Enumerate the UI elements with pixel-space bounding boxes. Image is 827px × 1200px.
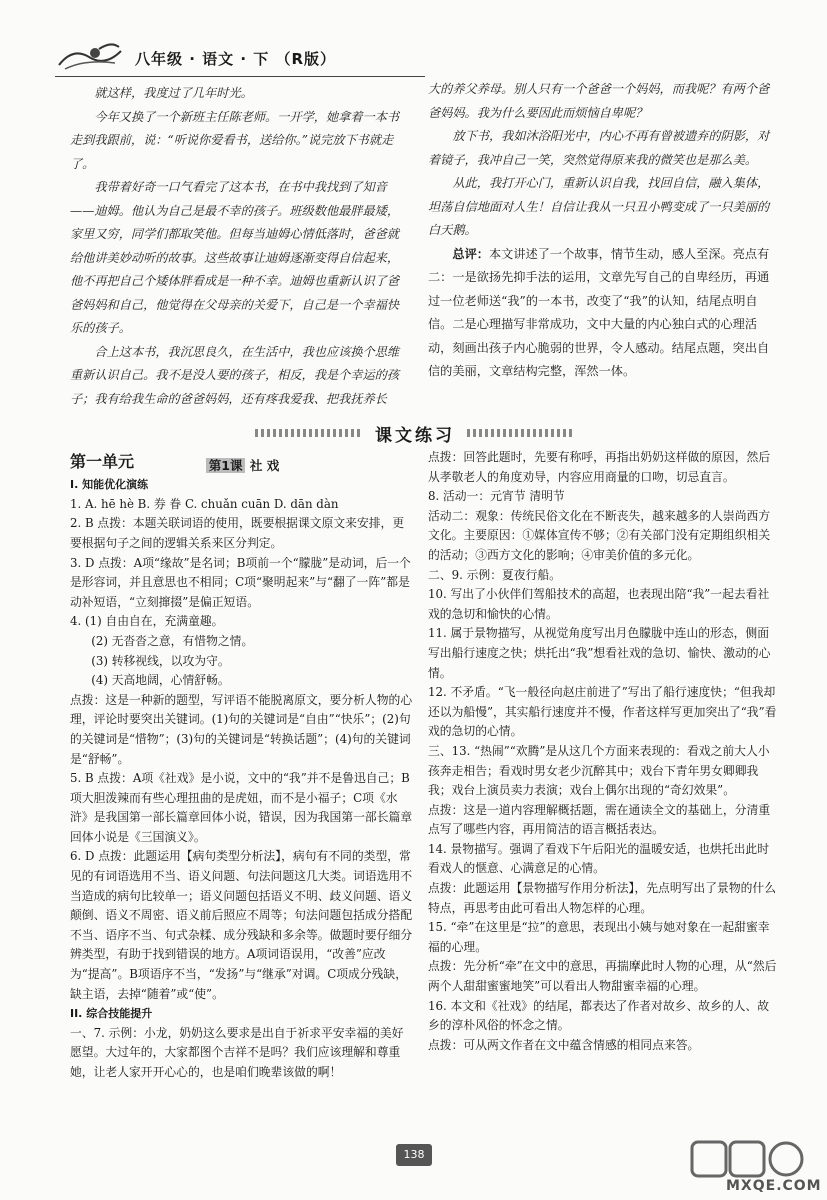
essay-paragraph: 今年又换了一个新班主任陈老师。一开学，她拿着一本书走到我跟前，说：“听说你爱看书，送给你。”说完放下书就走了。	[70, 109, 400, 171]
summary-text: 本文讲述了一个故事，情节生动，感人至深。亮点有二：一是欲扬先抑手法的运用，文章先写自己的自卑经历，再通过一位老师送“我”的一本书，改变了“我”的认知，结尾点明自信。二是心理描写非常成功，文中大量的内心独白式的心理活动，刻画出孩子内心脆弱的世界，令人感动。结尾点题，突出自信的美丽，文章结构完整，浑然一体。	[428, 246, 770, 378]
section-heading: II. 综合技能提升	[70, 1007, 153, 1021]
answer-line: 3. D 点拨：A项“缘故”是名词；B项前一个“朦胧”是动词，后一个是形容词，并且意思也不相同；C项“聚明起来”与“翻了一阵”都是动补短语，“立刻撺掇”是偏正短语。	[70, 555, 411, 609]
banner-dash-right	[467, 429, 575, 437]
answer-line: 6. D 点拨：此题运用【病句类型分析法】，病句有不同的类型，常见的有词语选用不当、语义问题、句法问题这几大类。词语选用不当造成的病句比较单一；语义问题包括语义不明、歧义问题、语义颠倒、语义不周密、语义前后照应不周等；句法问题包括成分搭配不当、语序不当、句式杂糅、成分残缺和多余等。做题时要仔细分辨类型，有助于找到错误的地方。A项词语误用，“改善”应改为“提高”。B项语序不当，“发扬”与“继承”对调。C项成分残缺，缺主语，去掉“随着”或“使”。	[70, 849, 413, 1001]
essay-paragraph: 大的养父养母。别人只有一个爸爸一个妈妈，而我呢？有两个爸爸妈妈。我为什么要因此而烦恼自卑呢？	[428, 82, 770, 120]
header-title: 八年级 · 语文 · 下 （R版）	[135, 49, 337, 68]
right-answer-list	[428, 448, 778, 1055]
section-banner	[255, 420, 575, 446]
answer-line: 二、9. 示例：夏夜行船。	[428, 567, 561, 582]
unit-title: 第一单元	[70, 452, 135, 471]
essay-paragraph: 合上这本书，我沉思良久，在生活中，我也应该换个思维重新认识自己。我不是没人要的孩子，相反，我是个幸运的孩子；我有给我生命的爸爸妈妈，还有疼我爱我、把我抚养长	[70, 344, 400, 406]
essay-paragraph: 就这样，我度过了几年时光。	[94, 86, 253, 100]
answers-left-column	[70, 452, 415, 1083]
lesson-name: 社 戏	[249, 457, 280, 473]
essay-paragraph: 我带着好奇一口气看完了这本书，在书中我找到了知音——迪姆。他认为自己是最不幸的孩子。班级数他最胖最矮，家里又穷，同学们都取笑他。但每当迪姆心情低落时，爸爸就给他讲美妙动听的故事。这些故事让迪姆逐渐变得自信起来，他不再把自己个矮体胖看成是一种不幸。迪姆也重新认识了爸爸妈妈和自己，他觉得在父母亲的关爱下，自己是一个幸福快乐的孩子。	[70, 180, 400, 335]
header-divider	[55, 76, 425, 77]
answer-line: 点拨：这是一道内容理解概括题，需在通读全文的基础上，分清重点写了哪些内容，再用简洁的语言概括表达。	[428, 802, 771, 837]
answer-line: 点拨：回答此题时，先要有称呼，再指出奶奶这样做的原因，然后从孝敬老人的角度劝导，内容应用商量的口吻，切忌直言。	[428, 450, 771, 484]
lesson-number: 第1课	[206, 458, 246, 473]
answer-line: (2) 无沓沓之意，有惜物之情。	[91, 633, 254, 648]
essay-paragraph: 从此，我打开心门，重新认识自我，找回自信，融入集体，坦荡自信地面对人生！自信让我从一只丑小鸭变成了一只美丽的白天鹅。	[428, 176, 770, 237]
page-header	[55, 40, 475, 76]
answer-line: (4) 天高地阔，心情舒畅。	[91, 673, 230, 688]
answers-right-column	[428, 448, 778, 1055]
answer-line: 2. B 点拨：本题关联词语的使用，既要根据课文原文来安排，更要根据句子之间的逻辑关系来区分判定。	[70, 516, 405, 550]
watermark-url: MXQE.COM	[726, 1178, 822, 1194]
answer-line: 15. “牵”在这里是“拉”的意思，表现出小姨与她对象在一起甜蜜幸福的心理。	[428, 920, 770, 954]
section-heading: I. 知能优化演练	[70, 478, 149, 492]
answer-line: 16. 本文和《社戏》的结尾，都表达了作者对故乡、故乡的人、故乡的淳朴风俗的怀念之情。	[428, 998, 770, 1033]
summary-comment	[428, 243, 773, 384]
answer-line: 10. 写出了小伙伴们驾船技术的高超，也表现出陪“我”一起去看社戏的急切和愉快的心情。	[428, 587, 770, 621]
answer-line: 4. (1) 自由自在，充满童趣。	[70, 614, 224, 629]
publisher-logo-icon	[55, 41, 125, 75]
answer-line: 12. 不矛盾。“飞一般径向赵庄前进了”写出了船行速度快；“但我却还以为船慢”，其实船行速度并不慢，作者这样写更加突出了“我”看戏的急切的心情。	[428, 685, 777, 739]
essay-left-column	[70, 82, 410, 411]
answer-line: 点拨：此题运用【景物描写作用分析法】，先点明写出了景物的什么特点，再思考由此可看出人物怎样的心理。	[428, 881, 777, 915]
essay-right-column	[428, 78, 773, 384]
summary-label: 总评：	[452, 246, 489, 261]
answer-line: 点拨：这是一种新的题型，写评语不能脱离原文，要分析人物的心理，评论时要突出关键词。(1)句的关键词是“自由”“快乐”；(2)句的关键词是“惜物”；(3)句的关键词是“转换话题”；(4)句的关键词是“舒畅”。	[70, 692, 413, 766]
answer-line: (3) 转移视线，以攻为守。	[91, 653, 230, 668]
answer-line: 1. A. hē hè B. 券 眷 C. chuǎn cuān D. dān dàn	[70, 496, 339, 511]
answer-line: 三、13. “热闹”“欢腾”是从这几个方面来表现的：看戏之前大人小孩奔走相告；看戏时男女老少沉醉其中；戏台下青年男女卿卿我我；戏台上演员卖力表演；戏台上偶尔出现的“奇幻效果”。	[428, 743, 770, 798]
answer-line: 点拨：先分析“牵”在文中的意思，再揣摩此时人物的心理，从“然后两个人甜甜蜜蜜地笑”可以看出人物甜蜜幸福的心理。	[428, 959, 777, 994]
answer-line: 8. 活动一：元宵节 清明节	[428, 489, 565, 504]
answer-line: 点拨：可从两文作者在文中蕴含情感的相同点来答。	[428, 1037, 700, 1052]
left-answer-list	[70, 475, 415, 1082]
answer-line: 5. B 点拨：A项《社戏》是小说，文中的“我”并不是鲁迅自己；B项大胆泼辣而有些心理扭曲的是虎妞，而不是小福子；C项《水浒》是我国第一部长篇章回体小说，错误，因为我国第一部长篇章回体小说是《三国演义》。	[70, 771, 413, 844]
answer-line: 一、7. 示例：小龙，奶奶这么要求是出自于祈求平安幸福的美好愿望。大过年的，大家都图个吉祥不是吗？我们应该理解和尊重她，让老人家开开心心的，也是咱们晚辈该做的啊！	[70, 1025, 404, 1079]
answer-line: 14. 景物描写。强调了看戏下午后阳光的温暖安适，也烘托出此时看戏人的惬意、心满意足的心情。	[428, 841, 770, 876]
banner-title: 课文练习	[375, 425, 455, 446]
banner-dash-left	[255, 429, 363, 437]
page-number: 138	[396, 1144, 432, 1166]
answer-line: 11. 属于景物描写，从视觉角度写出月色朦胧中连山的形态，侧面写出船行速度之快；烘托出“我”想看社戏的急切、愉快、激动的心情。	[428, 626, 771, 680]
essay-paragraph: 放下书，我如沐浴阳光中，内心不再有曾被遗弃的阴影，对着镜子，我冲自己一笑，突然觉得原来我的微笑也是那么美。	[428, 129, 770, 167]
answer-line: 活动二：观象：传统民俗文化在不断丧失，越来越多的人崇尚西方文化。主要原因：①媒体宣传不够；②有关部门没有定期组织相关的活动；③西方文化的影响；④审美价值的多元化。	[428, 508, 771, 562]
